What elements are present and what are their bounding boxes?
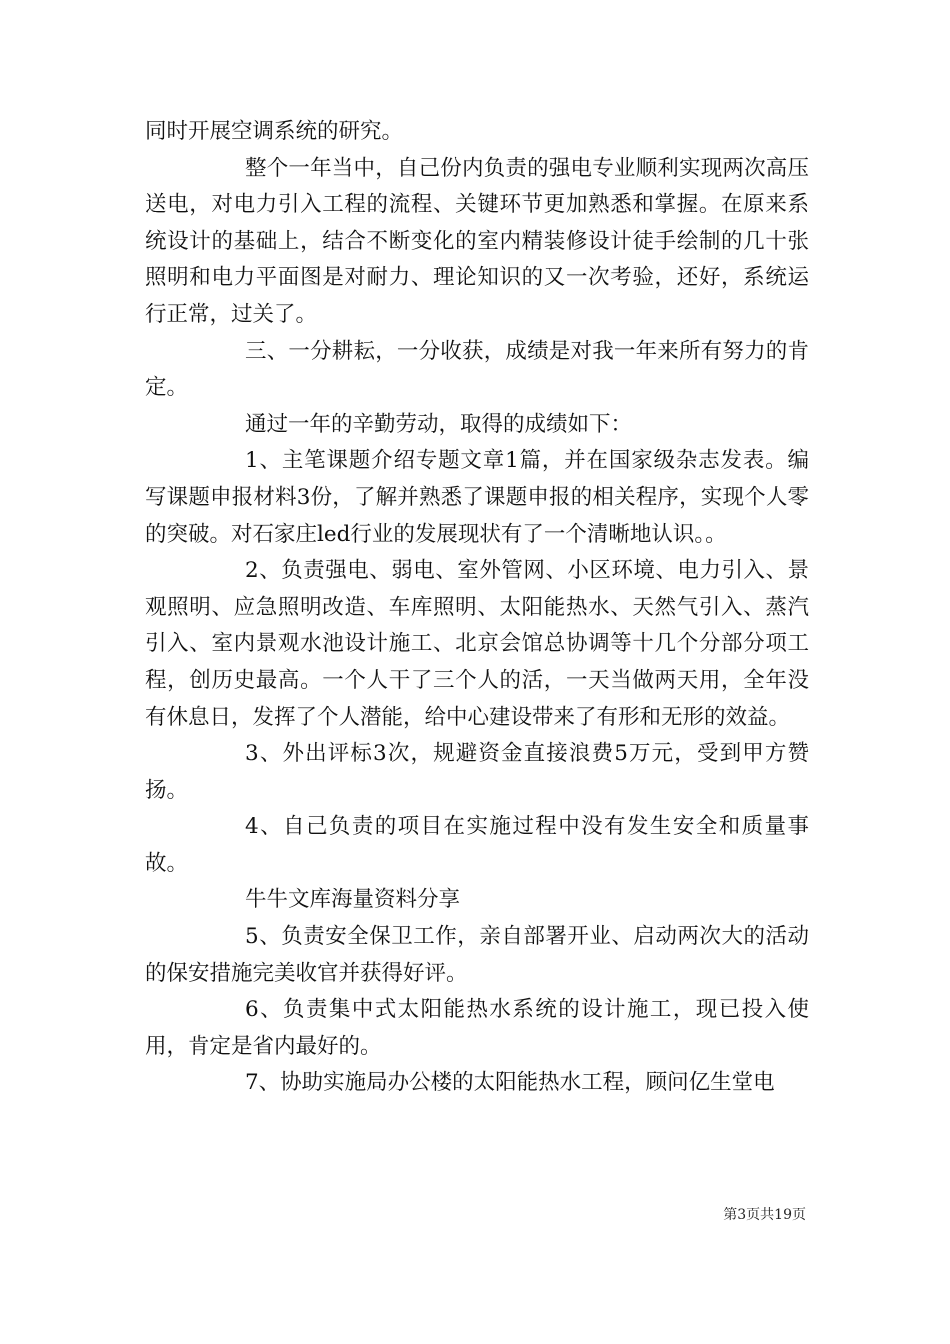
document-body <box>145 114 809 1102</box>
paragraph-10: 5、负责安全保卫工作，亲自部署开业、启动两次大的活动的保安措施完美收官并获得好评。 <box>145 924 809 986</box>
page-number-footer: 第3页共19页 <box>723 1207 806 1223</box>
paragraph-12: 7、协助实施局办公楼的太阳能热水工程，顾问亿生堂电 <box>245 1070 775 1096</box>
paragraph-9: 牛牛文库海量资料分享 <box>245 887 461 913</box>
paragraph-1: 同时开展空调系统的研究。 <box>145 119 404 144</box>
paragraph-4: 通过一年的辛勤劳动，取得的成绩如下： <box>245 411 633 437</box>
paragraph-8: 4、自己负责的项目在实施过程中没有发生安全和质量事故。 <box>145 814 809 876</box>
paragraph-6: 2、负责强电、弱电、室外管网、小区环境、电力引入、景观照明、应急照明改造、车库照明、太阳能热水、天然气引入、蒸汽引入、室内景观水池设计施工、北京会馆总协调等十几个分部分项工程，创历史最高。一个人干了三个人的活，一天当做两天用，全年没有休息日，发挥了个人潜能，给中心建设带来了有形和无形的效益。 <box>145 558 809 730</box>
paragraph-7: 3、外出评标3次，规避资金直接浪费5万元，受到甲方赞扬。 <box>145 741 809 803</box>
paragraph-2: 整个一年当中，自己份内负责的强电专业顺利实现两次高压送电，对电力引入工程的流程、关键环节更加熟悉和掌握。在原来系统设计的基础上，结合不断变化的室内精装修设计徒手绘制的几十张照明和电力平面图是对耐力、理论知识的又一次考验，还好，系统运行正常，过关了。 <box>145 155 809 327</box>
paragraph-3: 三、一分耕耘，一分收获，成绩是对我一年来所有努力的肯定。 <box>145 338 809 401</box>
paragraph-5: 1、主笔课题介绍专题文章1篇，并在国家级杂志发表。编写课题申报材料3份，了解并熟悉了课题申报的相关程序，实现个人零的突破。对石家庄led行业的发展现状有了一个清晰地认识。。 <box>145 448 809 547</box>
paragraph-11: 6、负责集中式太阳能热水系统的设计施工，现已投入使用，肯定是省内最好的。 <box>145 997 809 1059</box>
